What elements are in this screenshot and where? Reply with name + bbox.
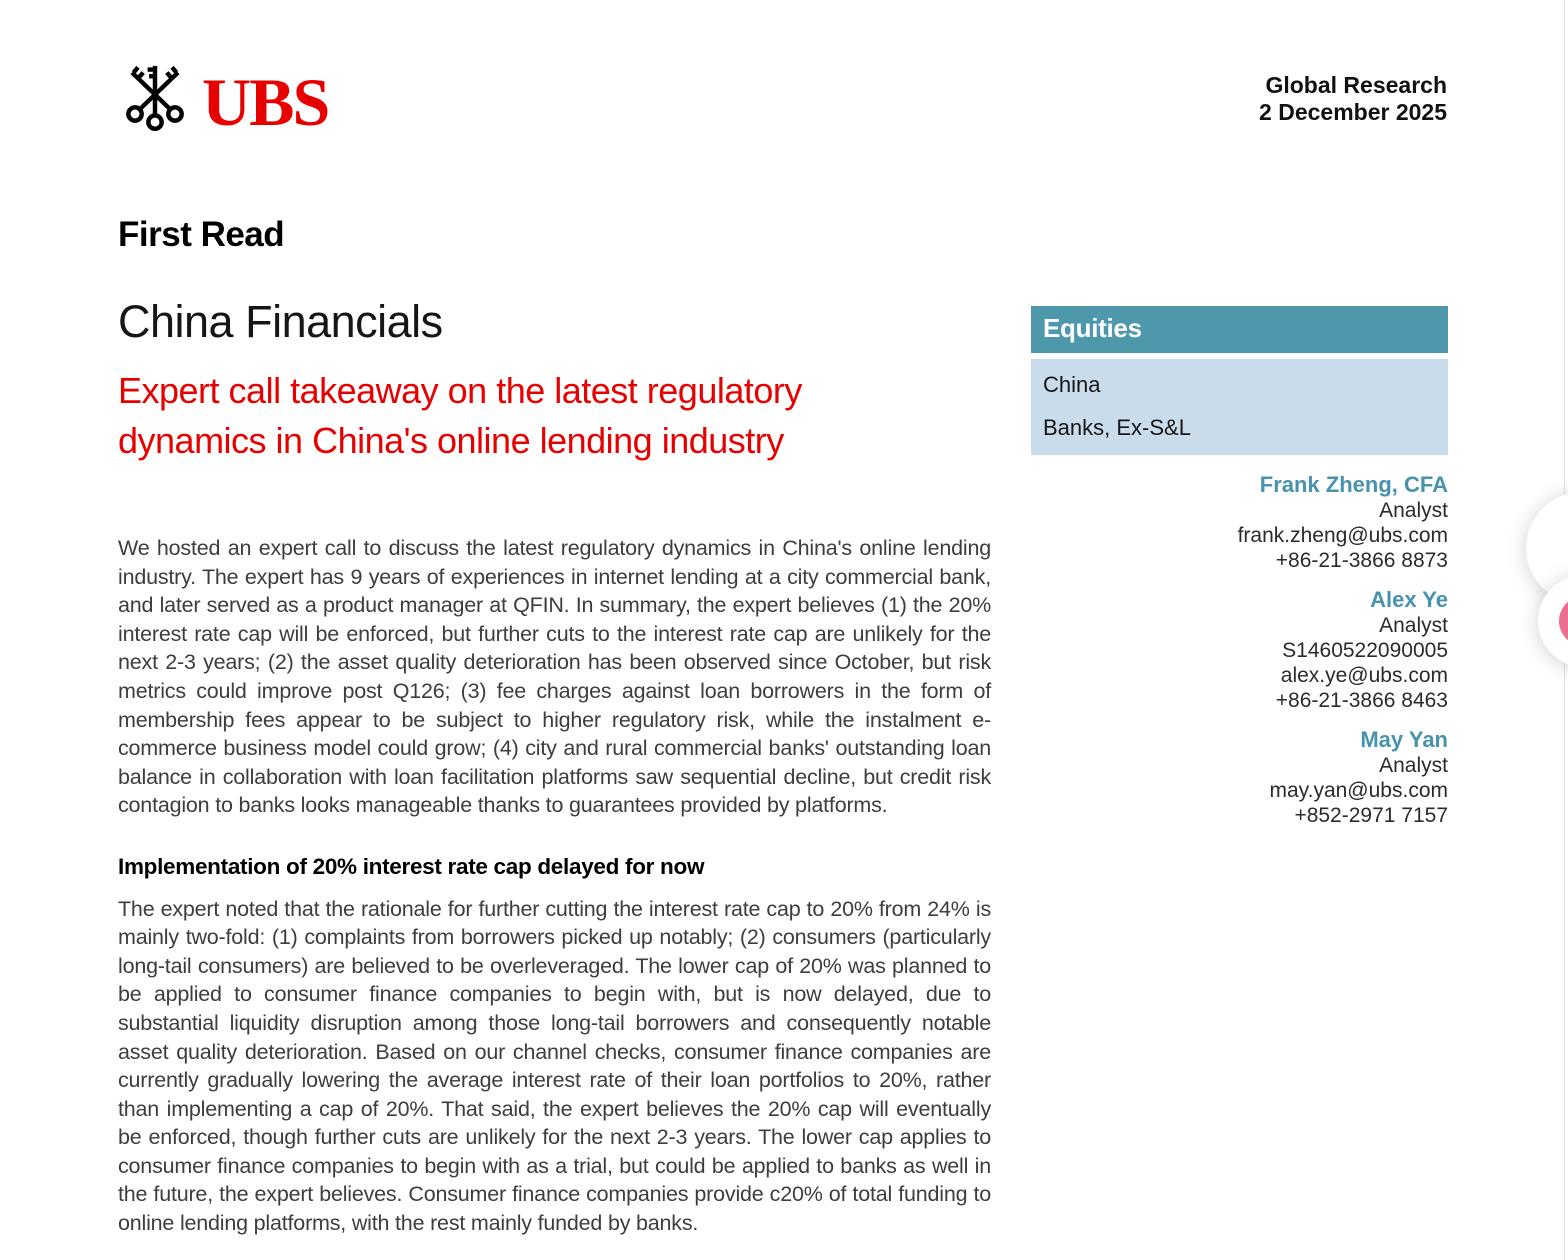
section-heading: Implementation of 20% interest rate cap delayed for now [118, 853, 705, 879]
analyst-email: alex.ye@ubs.com [1280, 664, 1448, 687]
analyst-card [1031, 727, 1448, 828]
analyst-role: Analyst [1379, 499, 1448, 522]
sidebar-classification-box [1031, 359, 1448, 455]
analyst-email: may.yan@ubs.com [1269, 779, 1448, 802]
analyst-license-id: S1460522090005 [1282, 639, 1448, 662]
analyst-role: Analyst [1379, 754, 1448, 777]
analyst-card [1031, 587, 1448, 713]
analyst-phone: +852-2971 7157 [1294, 804, 1448, 827]
analyst-phone: +86-21-3866 8463 [1275, 689, 1448, 712]
subtitle-line-2: dynamics in China's online lending industry [118, 420, 784, 461]
subtitle-line-1: Expert call takeaway on the latest regulatory [118, 370, 802, 411]
sidebar-sector: Banks, Ex-S&L [1043, 415, 1191, 440]
analyst-role: Analyst [1379, 614, 1448, 637]
report-subtitle [118, 366, 802, 466]
report-body [118, 534, 991, 1238]
summary-paragraph: We hosted an expert call to discuss the latest regulatory dynamics in China's online lending industry. The expert has 9 years of experiences in internet lending at a city commercial bank, and later served as a product manager at QFIN. In summary, the expert believes (1) the 20% interest rate cap will be enforced, but further cuts to the interest rate cap are unlikely for the next 2-3 years; (2) the asset quality deterioration has been observed since October, but risk metrics could improve post Q126; (3) fee charges against loan borrowers in the form of membership fees appear to be subject to higher regulatory risk, while the instalment e-commerce business model could grow; (4) city and rural commercial banks' outstanding loan balance in collaboration with loan facilitation platforms saw sequential decline, but credit risk contagion to banks looks manageable thanks to guarantees provided by platforms. [118, 536, 991, 818]
ubs-logo [118, 54, 329, 141]
analyst-name: Alex Ye [1370, 587, 1448, 612]
floating-widget-button-bottom[interactable] [1538, 575, 1568, 667]
publication-info [1259, 72, 1447, 126]
pink-dot-icon [1559, 596, 1568, 646]
sidebar [1031, 306, 1448, 842]
analyst-list [1031, 472, 1448, 828]
ubs-keys-icon [118, 54, 192, 134]
page-title: China Financials [118, 296, 443, 347]
publication-name: Global Research [1265, 72, 1447, 98]
report-kicker: First Read [118, 215, 285, 254]
analyst-email: frank.zheng@ubs.com [1237, 524, 1448, 547]
analyst-phone: +86-21-3866 8873 [1275, 549, 1448, 572]
section-paragraph: The expert noted that the rationale for further cutting the interest rate cap to 20% from 24% is mainly two-fold: (1) complaints from borrowers picked up notably; (2) consumers (particularly long-tail consumers) are believed to be overleveraged. The lower cap of 20% was planned to be applied to consumer finance companies to begin with, but is now delayed, due to substantial liquidity disruption among those long-tail borrowers and consequently notable asset quality deterioration. Based on our channel checks, consumer finance companies are currently gradually lowering the average interest rate of their loan portfolios to 20%, rather than implementing a cap of 20%. That said, the expert believes the 20% cap will eventually be enforced, though further cuts are unlikely for the next 2-3 years. The lower cap applies to consumer finance companies to begin with as a trial, but could be applied to banks as well in the future, the expert believes. Consumer finance companies provide c20% of total funding to online lending platforms, with the rest mainly funded by banks. [118, 896, 991, 1236]
sidebar-region: China [1043, 372, 1101, 397]
analyst-name: May Yan [1360, 727, 1448, 752]
analyst-name: Frank Zheng, CFA [1259, 472, 1448, 497]
publication-date: 2 December 2025 [1259, 99, 1447, 125]
analyst-card [1031, 472, 1448, 573]
ubs-wordmark: UBS [202, 64, 329, 141]
sidebar-section-header: Equities [1031, 306, 1448, 353]
